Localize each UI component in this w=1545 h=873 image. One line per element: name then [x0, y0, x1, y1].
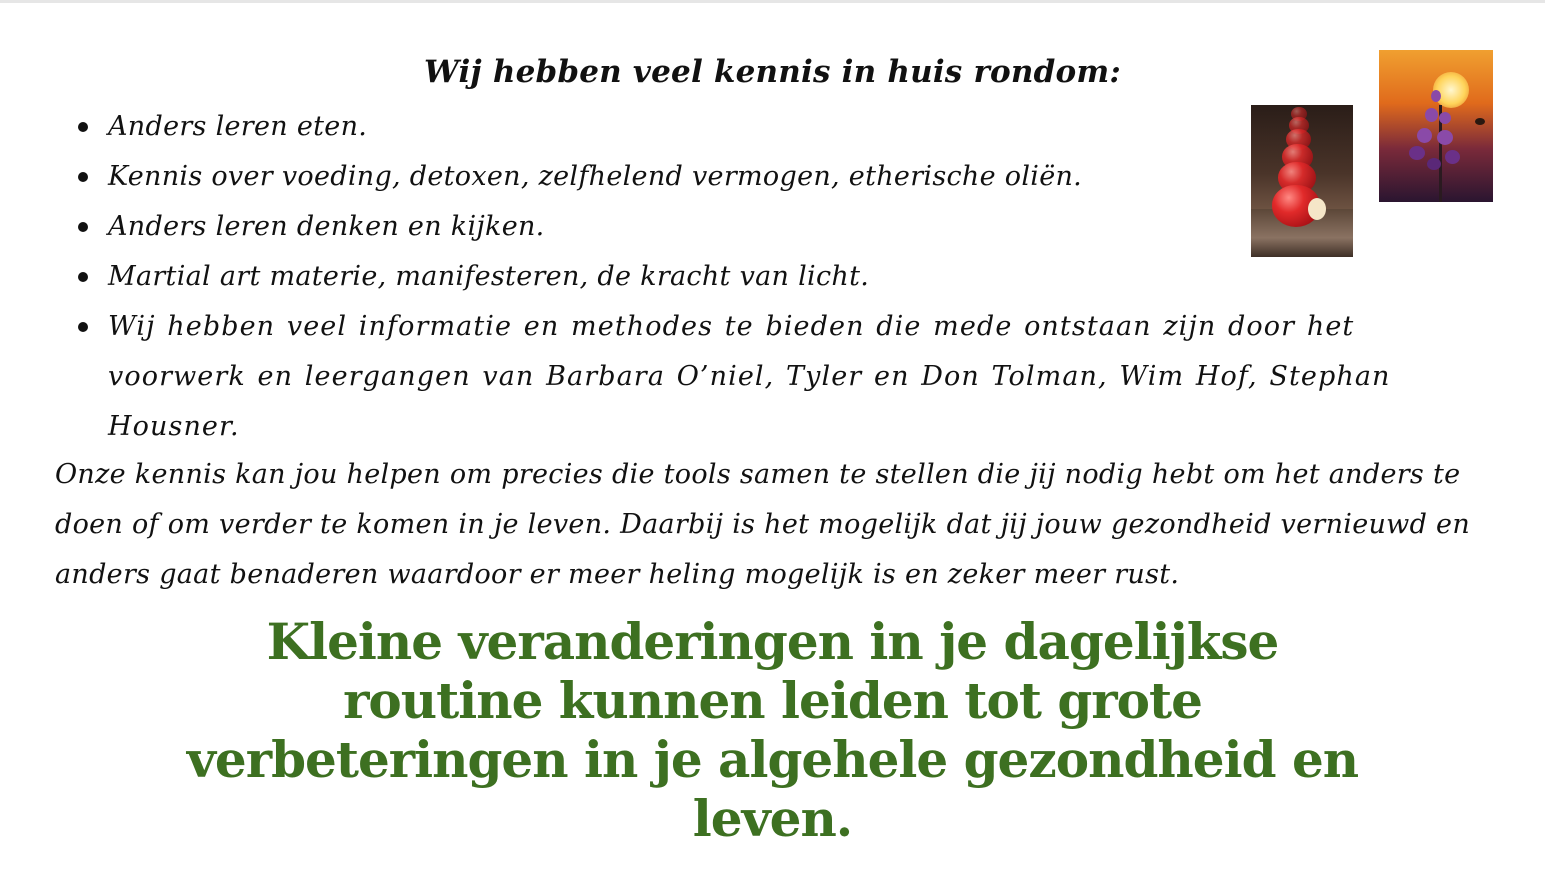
list-item-text: Anders leren eten.	[108, 111, 368, 142]
bullet-icon	[78, 322, 88, 332]
flower-image	[1379, 50, 1493, 202]
bullet-icon	[78, 172, 88, 182]
bullet-icon	[78, 222, 88, 232]
apples-image	[1251, 105, 1353, 257]
list-item-text: Wij hebben veel informatie en methodes te bieden die mede ontstaan zijn door het voorwerk en leergangen van Barbara O’niel, Tyler en Don Tolman, Wim Hof, Stephan Housner.	[108, 311, 1391, 442]
bullet-icon	[78, 272, 88, 282]
list-item-text: Anders leren denken en kijken.	[108, 211, 545, 242]
intro-paragraph: Onze kennis kan jou helpen om precies die tools samen te stellen die jij nodig hebt om het anders te doen of om verder te komen in je leven. Daarbij is het mogelijk dat jij jouw gezondheid vernieuwd en anders gaat benaderen waardoor er meer heling mogelijk is en zeker meer rust.	[55, 459, 1471, 590]
list-item	[108, 252, 1503, 302]
highlight-quote: Kleine veranderingen in je dagelijkse routine kunnen leiden tot grote verbeteringen in je algehele gezondheid en leven.	[186, 612, 1359, 848]
bullet-icon	[78, 122, 88, 132]
list-item-text: Kennis over voeding, detoxen, zelfhelend vermogen, etherische oliën.	[108, 161, 1083, 192]
list-item	[108, 302, 1503, 452]
list-item-text: Martial art materie, manifesteren, de kracht van licht.	[108, 261, 870, 292]
section-heading: Wij hebben veel kennis in huis rondom:	[423, 54, 1121, 90]
bee-shape	[1475, 118, 1485, 125]
